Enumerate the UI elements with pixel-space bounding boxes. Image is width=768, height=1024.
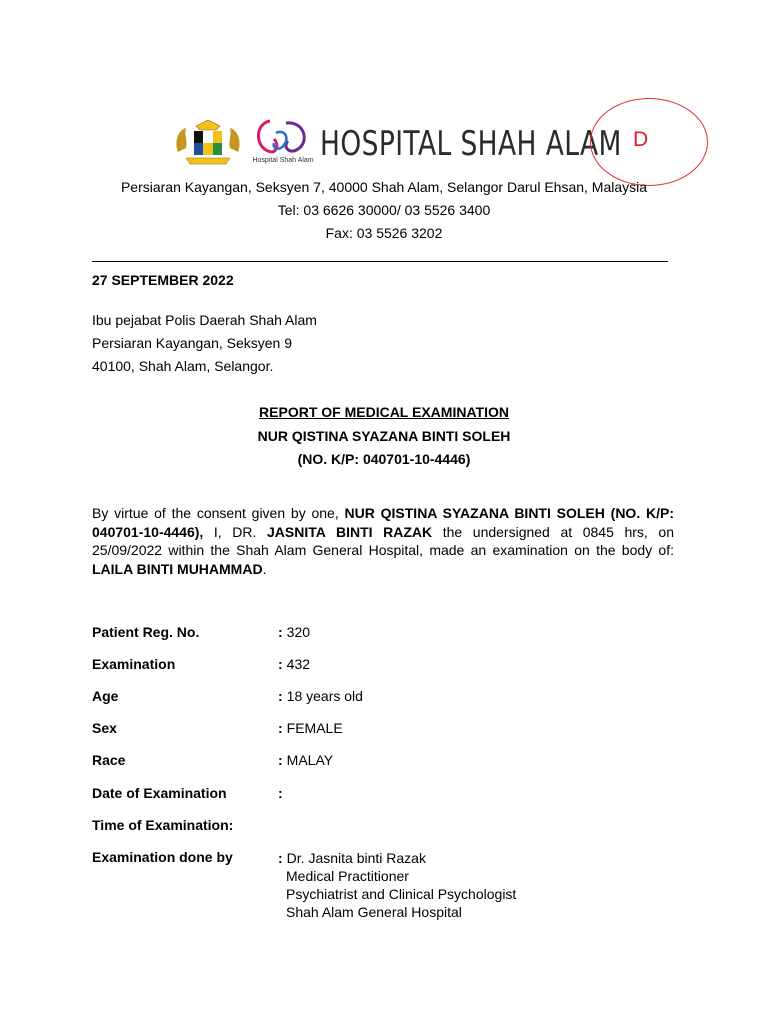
exam-date-value: : [278,785,283,801]
examiner-title: Medical Practitioner [286,868,409,884]
para-text: the undersigned at 0845 hrs, on 25/09/2022 within the Shah Alam General Hospital, made an examination on the body of: [92,523,674,558]
report-heading: REPORT OF MEDICAL EXAMINATION [259,404,509,420]
para-text: . [262,560,267,577]
logo-caption: Hospital Shah Alam [252,157,314,164]
letter-date: 27 SEPTEMBER 2022 [92,272,234,288]
fax-line: Fax: 03 5526 3202 [325,225,443,241]
examiner-specialty: Psychiatrist and Clinical Psychologist [286,886,517,902]
race-label: Race [92,752,126,768]
recipient-line-3: 40100, Shah Alam, Selangor. [92,358,274,374]
recipient-line-1: Ibu pejabat Polis Daerah Shah Alam [92,312,317,328]
sex-label: Sex [92,720,117,736]
patient-reg-label: Patient Reg. No. [92,624,200,640]
examiner-hospital: Shah Alam General Hospital [286,904,462,920]
consent-paragraph [92,504,674,578]
subject-name: NUR QISTINA SYAZANA BINTI SOLEH [257,428,511,444]
exam-date-label: Date of Examination [92,785,227,801]
stamp-circle [590,98,708,186]
phone-line: Tel: 03 6626 30000/ 03 5526 3400 [277,202,491,218]
age-label: Age [92,688,119,704]
doctor-name: JASNITA BINTI RAZAK [267,523,433,540]
address-line: Persiaran Kayangan, Seksyen 7, 40000 Shah Alam, Selangor Darul Ehsan, Malaysia [120,179,648,195]
examination-value: : 432 [278,656,311,672]
patient-reg-value: : 320 [278,624,311,640]
sex-value: : FEMALE [278,720,343,736]
consenter-name: NUR QISTINA SYAZANA BINTI SOLEH (NO. K/P: 040701-10-4446), [92,505,674,540]
age-value: : 18 years old [278,688,363,704]
para-text: By virtue of the consent given by one, [92,505,345,521]
hospital-name: HOSPITAL SHAH ALAM [320,124,622,164]
exam-time-label: Time of Examination: [92,817,234,833]
patient-name: LAILA BINTI MUHAMMAD [92,560,263,577]
race-value: : MALAY [278,752,334,768]
coat-of-arms-icon [172,118,244,168]
exam-by-label: Examination done by [92,849,233,865]
examiner-name: Dr. Jasnita binti Razak [286,850,426,866]
recipient-line-2: Persiaran Kayangan, Seksyen 9 [92,335,293,351]
header-divider [92,261,668,262]
examination-label: Examination [92,656,176,672]
exam-by-value: : Dr. Jasnita binti Razak Medical Practitioner Psychiatrist and Clinical Psychologist Shah Alam General Hospital [278,850,517,920]
subject-ic: (NO. K/P: 040701-10-4446) [297,451,471,467]
stamp-letter: D [633,128,649,151]
para-text: I, DR. [203,523,268,540]
